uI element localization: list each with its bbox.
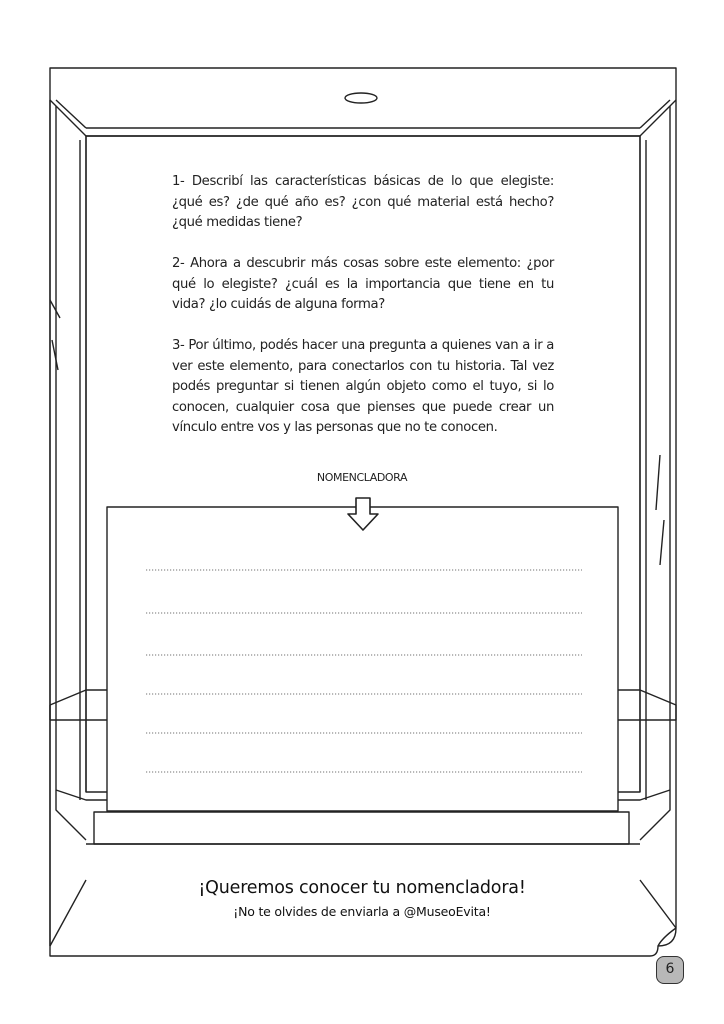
- card-base: [94, 812, 629, 844]
- footer-title: ¡Queremos conocer tu nomencladora!: [198, 878, 526, 898]
- instruction-2: 2- Ahora a descubrir más cosas sobre este elemento: ¿por qué lo elegiste? ¿cuál es la importancia que tiene en tu vida? ¿lo cuidás de alguna forma?: [172, 256, 554, 312]
- case-top: [50, 100, 676, 136]
- nomenclator-label: NOMENCLADORA: [316, 471, 408, 484]
- page-number: 6: [656, 956, 684, 984]
- instruction-1: 1- Describí las características básicas de lo que elegiste: ¿qué es? ¿de qué año es? ¿con qué material está hecho? ¿qué medidas tiene?: [172, 174, 554, 230]
- footer-subtitle: ¡No te olvides de enviarla a @MuseoEvita!: [233, 904, 491, 919]
- instructions: [172, 172, 554, 459]
- right-glass-inner: [640, 136, 646, 800]
- left-shelf: [50, 690, 108, 720]
- folded-corner: [658, 928, 676, 946]
- instruction-3: 3- Por último, podés hacer una pregunta a quienes van a ir a ver este elemento, para conectarlos con tu historia. Tal vez podés preguntar si tienen algún objeto como el tuyo, si lo conocen, cualquier cosa que pienses que puede crear un vínculo entre vos y las personas que no te conocen.: [172, 338, 554, 435]
- left-glass-inner: [80, 136, 86, 800]
- nomenclator-card: [107, 507, 618, 811]
- handle-oval: [345, 93, 377, 103]
- right-shelf: [618, 690, 676, 720]
